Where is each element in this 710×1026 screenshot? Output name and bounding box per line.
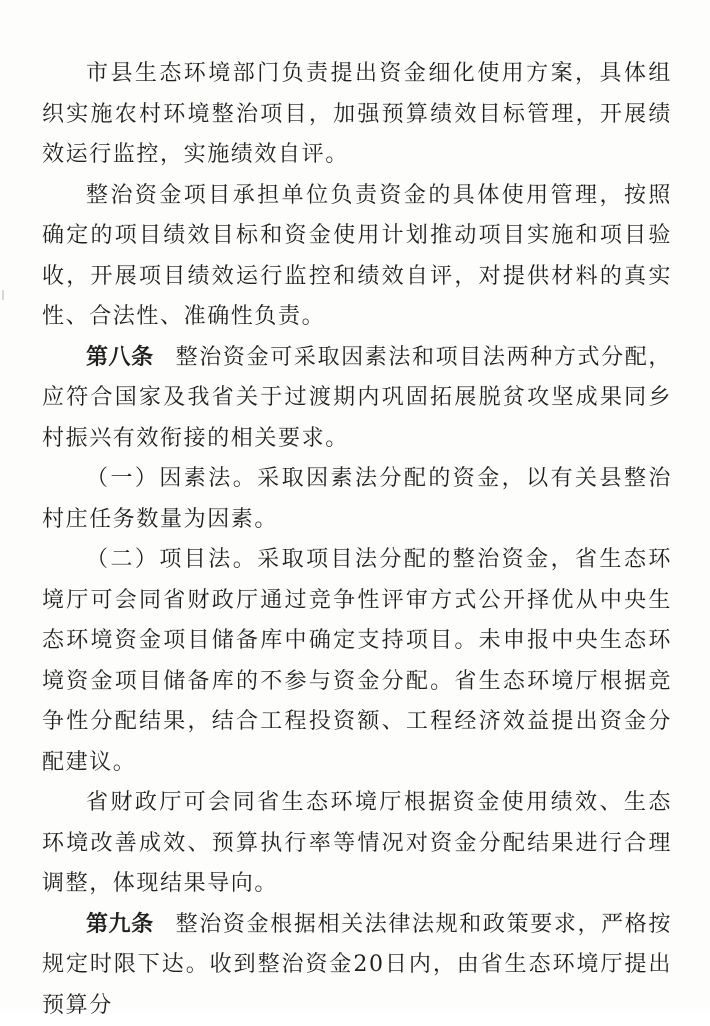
paragraph [42,54,672,176]
paragraph-text: （二）项目法。采取项目法分配的整治资金，省生态环境厅可会同省财政厅通过竞争性评审方式公开择优从中央生态环境资金项目储备库中确定支持项目。未申报中央生态环境资金项目储备库的不参与资金分配。省生态环境厅根据竞争性分配结果，结合工程投资额、工程经济效益提出资金分配建议。 [42,547,672,775]
paragraph-text: 整治资金可采取因素法和项目法两种方式分配，应符合国家及我省关于过渡期内巩固拓展脱贫攻坚成果同乡村振兴有效衔接的相关要求。 [42,345,672,451]
paragraph [42,540,672,783]
article-paragraph [42,338,672,460]
article-paragraph [42,905,672,1026]
scan-edge-mark [2,290,4,300]
paragraph-text: 整治资金项目承担单位负责资金的具体使用管理，按照确定的项目绩效目标和资金使用计划推动项目实施和项目验收，开展项目绩效运行监控和绩效自评，对提供材料的真实性、合法性、准确性负责。 [42,183,672,330]
document-body [42,54,672,1026]
article-number: 第八条 [86,345,154,370]
article-number: 第九条 [86,912,154,937]
paragraph-text: 市县生态环境部门负责提出资金细化使用方案，具体组织实施农村环境整治项目，加强预算绩效目标管理，开展绩效运行监控，实施绩效自评。 [42,61,672,167]
paragraph [42,783,672,905]
paragraph [42,176,672,338]
paragraph [42,459,672,540]
paragraph-text: 整治资金根据相关法律法规和政策要求，严格按规定时限下达。收到整治资金20日内，由省生态环境厅提出预算分 [42,912,672,1018]
paragraph-text: （一）因素法。采取因素法分配的资金，以有关县整治村庄任务数量为因素。 [42,466,672,532]
paragraph-text: 省财政厅可会同省生态环境厅根据资金使用绩效、生态环境改善成效、预算执行率等情况对资金分配结果进行合理调整，体现结果导向。 [42,790,672,896]
